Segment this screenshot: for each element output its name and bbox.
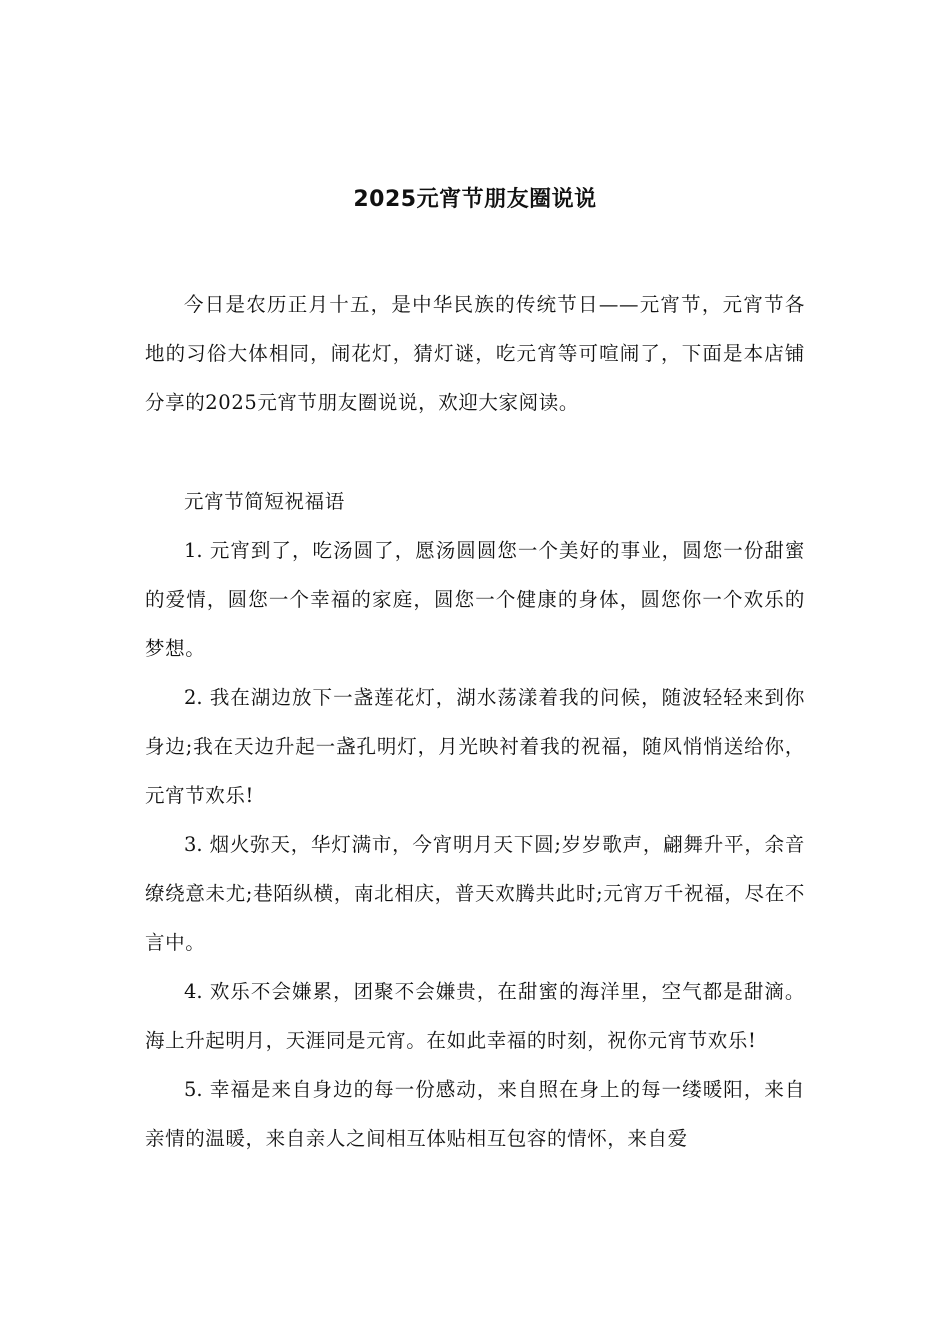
document-page xyxy=(145,0,805,1344)
item-text: 烟火弥天，华灯满市，今宵明月天下圆;岁岁歌声，翩舞升平，余音缭绕意未尤;巷陌纵横，南北相庆，普天欢腾共此时;元宵万千祝福，尽在不言中。 xyxy=(145,833,805,954)
item-text: 幸福是来自身边的每一份感动，来自照在身上的每一缕暖阳，来自亲情的温暖，来自亲人之间相互体贴相互包容的情怀，来自爱 xyxy=(145,1078,805,1150)
item-text: 欢乐不会嫌累，团聚不会嫌贵，在甜蜜的海洋里，空气都是甜滴。海上升起明月，天涯同是元宵。在如此幸福的时刻，祝你元宵节欢乐! xyxy=(145,980,805,1052)
item-number: 5. xyxy=(184,1078,203,1101)
item-number: 2. xyxy=(184,686,203,709)
item-number: 1. xyxy=(184,539,203,562)
list-item xyxy=(145,1065,805,1163)
blessing-list xyxy=(145,526,805,1163)
item-number: 3. xyxy=(184,833,203,856)
list-item xyxy=(145,820,805,967)
item-text: 元宵到了，吃汤圆了，愿汤圆圆您一个美好的事业，圆您一份甜蜜的爱情，圆您一个幸福的家庭，圆您一个健康的身体，圆您你一个欢乐的梦想。 xyxy=(145,539,805,660)
section-heading: 元宵节简短祝福语 xyxy=(184,490,345,513)
list-item xyxy=(145,673,805,820)
intro-paragraph: 今日是农历正月十五，是中华民族的传统节日——元宵节，元宵节各地的习俗大体相同，闹花灯，猜灯谜，吃元宵等可喧闹了，下面是本店铺分享的2025元宵节朋友圈说说，欢迎大家阅读。 xyxy=(145,293,805,414)
item-number: 4. xyxy=(184,980,203,1003)
list-item xyxy=(145,526,805,673)
item-text: 我在湖边放下一盏莲花灯，湖水荡漾着我的问候，随波轻轻来到你身边;我在天边升起一盏孔明灯，月光映衬着我的祝福，随风悄悄送给你，元宵节欢乐! xyxy=(145,686,805,807)
list-item xyxy=(145,967,805,1065)
document-title: 2025元宵节朋友圈说说 xyxy=(353,187,597,212)
